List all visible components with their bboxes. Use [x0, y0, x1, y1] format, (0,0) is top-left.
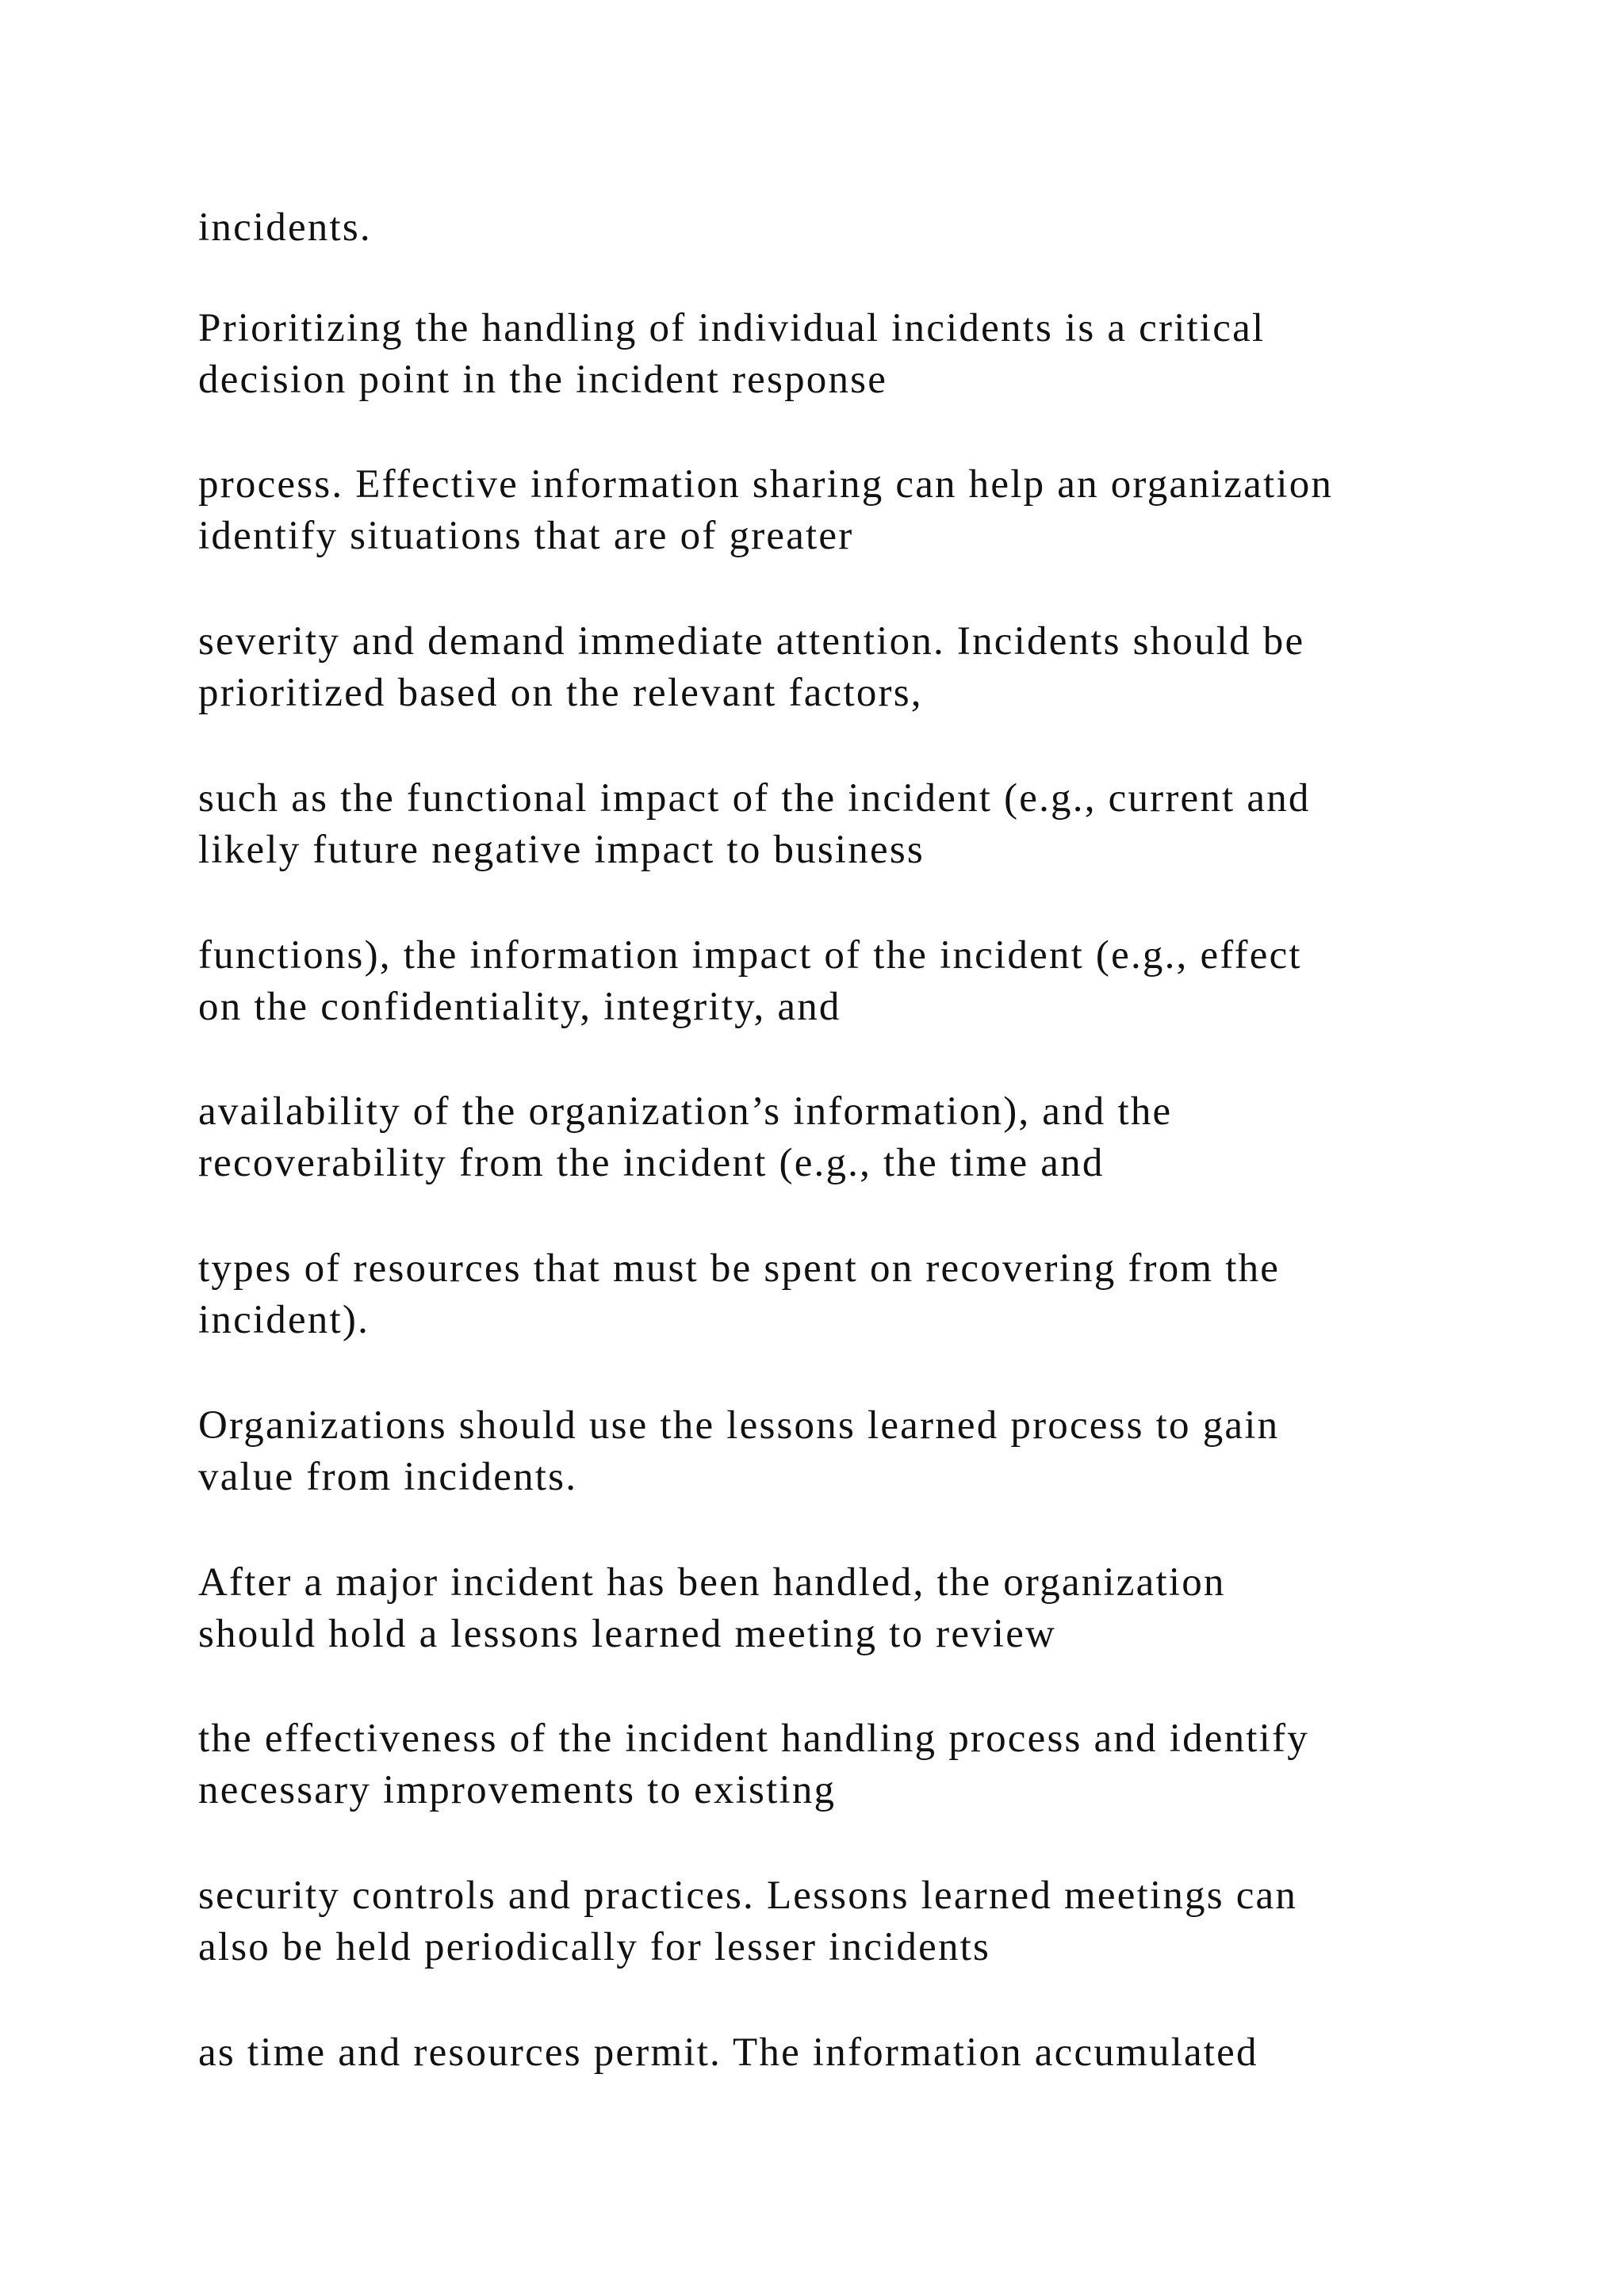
text-line: such as the functional impact of the incident (e.g., current and	[198, 776, 1311, 821]
text-line: severity and demand immediate attention. Incidents should be	[198, 619, 1305, 664]
text-line: the effectiveness of the incident handling process and identify	[198, 1716, 1309, 1761]
text-line: types of resources that must be spent on recovering from the	[198, 1246, 1281, 1291]
text-line: process. Effective information sharing can help an organization	[198, 462, 1334, 507]
text-line: functions), the information impact of the incident (e.g., effect	[198, 933, 1302, 978]
text-line: Organizations should use the lessons learned process to gain	[198, 1403, 1280, 1448]
text-line: incident).	[198, 1298, 370, 1342]
text-line: recoverability from the incident (e.g., the time and	[198, 1141, 1105, 1185]
text-line: also be held periodically for lesser incidents	[198, 1925, 991, 1969]
text-line: prioritized based on the relevant factors,	[198, 671, 923, 715]
text-line: should hold a lessons learned meeting to review	[198, 1612, 1057, 1656]
text-line: incidents.	[198, 205, 372, 250]
text-line: After a major incident has been handled, the organization	[198, 1560, 1226, 1605]
text-line: security controls and practices. Lessons learned meetings can	[198, 1873, 1298, 1918]
text-line: necessary improvements to existing	[198, 1768, 837, 1812]
text-line: value from incidents.	[198, 1455, 578, 1499]
text-line: on the confidentiality, integrity, and	[198, 985, 841, 1029]
text-line: likely future negative impact to business	[198, 828, 925, 872]
text-line: decision point in the incident response	[198, 358, 888, 402]
text-line: identify situations that are of greater	[198, 514, 854, 558]
text-line: Prioritizing the handling of individual incidents is a critical	[198, 306, 1266, 350]
text-line: as time and resources permit. The information accumulated	[198, 2030, 1258, 2075]
text-line: availability of the organization’s information), and the	[198, 1089, 1173, 1134]
